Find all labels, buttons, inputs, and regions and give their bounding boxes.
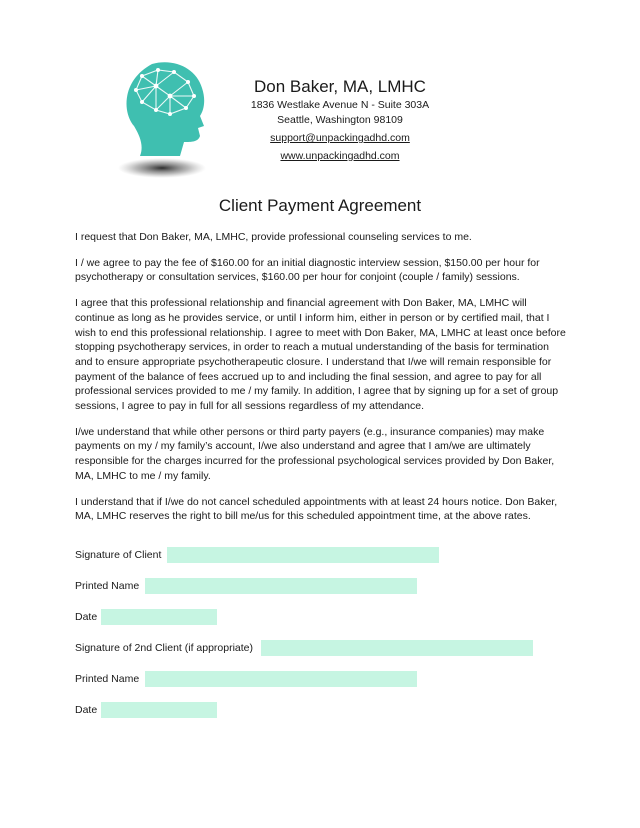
date-second-row: [75, 702, 97, 718]
address-line: 1836 Westlake Avenue N - Suite 303A: [250, 99, 430, 111]
date-second-label: Date: [75, 704, 98, 716]
printed-name-second-row: [75, 671, 139, 687]
document-title: Client Payment Agreement: [218, 196, 422, 215]
paragraph-cancellation: I understand that if I/we do not cancel scheduled appointments with at least 24 hours notice. Don Baker, MA, LMHC reserves the right to bill me/us for this scheduled appointment time, at the above rates.: [75, 495, 558, 523]
paragraph-fees: I / we agree to pay the fee of $160.00 for an initial diagnostic interview session, $150.00 per hour for psychotherapy or consultation services, $160.00 per hour for conjoint (couple / family) sessions.: [75, 256, 540, 284]
date-label: Date: [75, 611, 98, 623]
letterhead: [230, 76, 450, 164]
city-line: Seattle, Washington 98109: [277, 114, 403, 126]
email-link[interactable]: support@unpackingadhd.com: [270, 132, 410, 144]
head-brain-network-icon: [112, 56, 222, 182]
signature-second-client-row: [75, 640, 253, 656]
website-link[interactable]: www.unpackingadhd.com: [280, 150, 400, 162]
printed-name-second-field[interactable]: [145, 671, 417, 687]
signature-second-client-label: Signature of 2nd Client (if appropriate): [75, 642, 254, 654]
printed-name-second-label: Printed Name: [75, 673, 140, 685]
agreement-body: [75, 230, 567, 535]
paragraph-third-party: I/we understand that while other persons or third party payers (e.g., insurance companies) may make payments on my / my family’s account, I/we also understand and agree that I am/we are ultimately responsible for the charges incurred for the professional psychological services provided by Don Baker, MA, LMHC to me / my family.: [75, 425, 555, 482]
paragraph-request: I request that Don Baker, MA, LMHC, provide professional counseling services to me.: [75, 231, 472, 243]
date-second-field[interactable]: [101, 702, 217, 718]
date-field[interactable]: [101, 609, 217, 625]
printed-name-row: [75, 578, 139, 594]
paragraph-relationship: I agree that this professional relationship and financial agreement with Don Baker, MA, LMHC will continue as long as he provides service, or until I inform him, either in person or by certified mail, that I wish to end this professional relationship. I agree to meet with Don Baker, MA, LMHC at least once before stopping psychotherapy services, in order to reach a mutual understanding of the basis for termination and to ensure appropriate psychotherapeutic closure. I understand that I/we will remain responsible for payment of the balance of fees accrued up to and including the final session, and agree to pay for all professional services provided to me / my family. In addition, I agree that by signing up for a set of group sessions, I agree to pay in full for all sessions regardless of my attendance.: [75, 297, 566, 413]
signature-client-field[interactable]: [167, 547, 439, 563]
printed-name-label: Printed Name: [75, 580, 140, 592]
signature-client-label: Signature of Client: [75, 549, 162, 561]
practitioner-name: Don Baker, MA, LMHC: [254, 77, 426, 96]
signature-second-client-field[interactable]: [261, 640, 533, 656]
signature-client-row: [75, 547, 161, 563]
date-row: [75, 609, 97, 625]
printed-name-field[interactable]: [145, 578, 417, 594]
